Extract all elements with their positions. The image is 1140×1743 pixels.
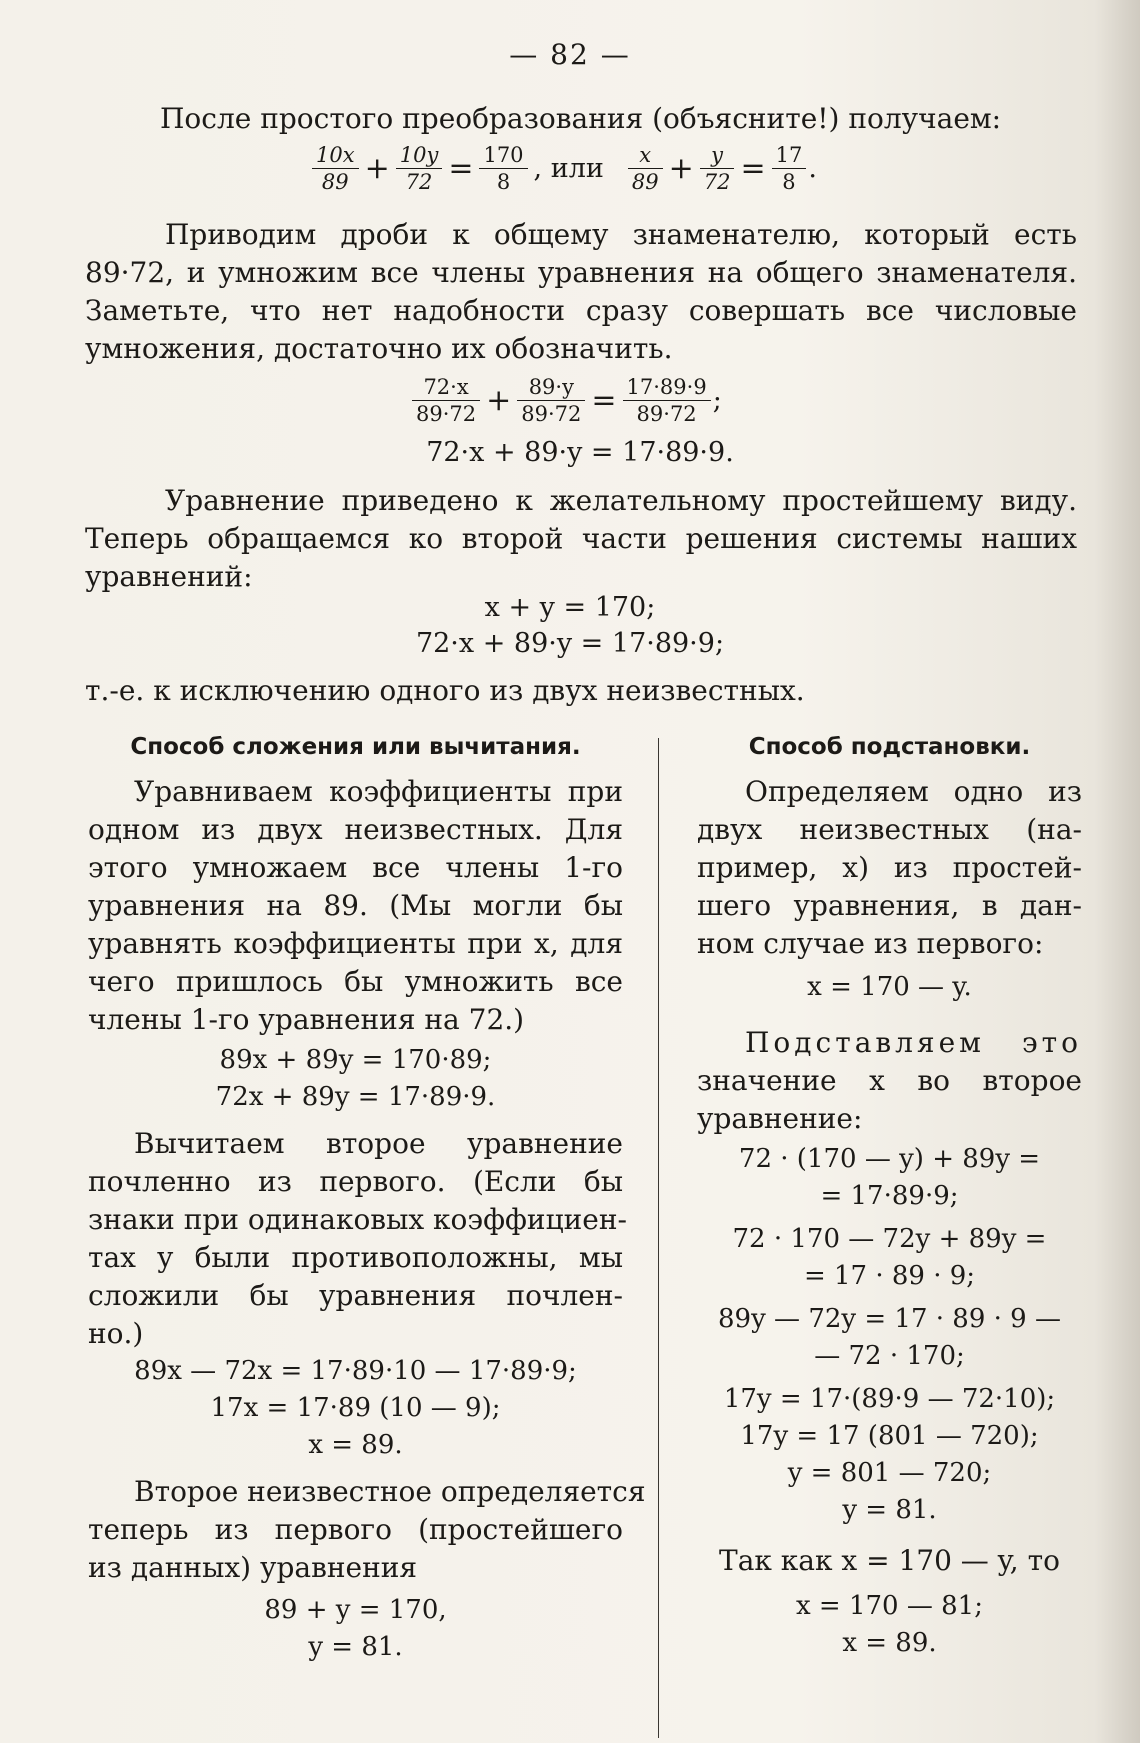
system-equation-2: 72·x + 89·y = 17·89·9;	[415, 628, 725, 659]
fraction-equation-1: $\frac{10x}{89}$ + $\frac{10y}{72}$ = $\frac{170}{8}$ , или $\frac{x}{89}$ + $\frac{y}{72}$ = $\frac{17}{8}$ .	[310, 142, 870, 195]
right-paragraph-1: Определяем одно из двух неизвестных (на- пример, x) из простей- шего уравнения, в дан- ном случае из первого:	[697, 775, 1082, 960]
fraction: $\frac{89\cdot y}{89\cdot 72}$	[517, 374, 585, 427]
system-equation-1: x + y = 170;	[484, 592, 656, 623]
right-equations: 72 · (170 — y) + 89y = = 17·89·9; 72 · 170 — 72y + 89y = = 17 · 89 · 9; 89y — 72y = 17 · 89 · 9 — — 72 · 170; 17y = 17·(89·9 — 72·10); 17y = 17 (801 — 720); y = 801 — 720; y = 81.	[718, 1144, 1061, 1525]
fraction: $\frac{17}{8}$	[772, 142, 807, 195]
fraction: $\frac{170}{8}$	[479, 142, 527, 195]
left-paragraph-3: Второе неизвестное определяется теперь из первого (простейшего из данных) уравнения	[88, 1475, 646, 1584]
fraction: $\frac{72\cdot x}{89\cdot 72}$	[412, 374, 480, 427]
paragraph-elimination: т.-е. к исключению одного из двух неизвестных.	[85, 674, 805, 707]
paragraph-common-denominator: Приводим дроби к общему знаменателю, который есть 89·72, и умножим все члены уравнения на общего знаменателя. Заметьте, что нет надобности сразу совершать все числовые умножения, достаточно их обозначить.	[85, 218, 1077, 365]
page-number: — 82 —	[509, 38, 631, 71]
fraction: $\frac{y}{72}$	[700, 142, 735, 195]
fraction-equation-2: $\frac{72\cdot x}{89\cdot 72}$ + $\frac{89\cdot y}{89\cdot 72}$ = $\frac{17\cdot 89\cdot 9}{89\cdot 72}$ ;	[410, 374, 810, 427]
left-equations-a: 89x + 89y = 170·89; 72x + 89y = 17·89·9.	[215, 1045, 496, 1112]
fraction: $\frac{10x}{89}$	[312, 142, 359, 195]
fraction: $\frac{x}{89}$	[628, 142, 663, 195]
equation-line: 72·x + 89·y = 17·89·9.	[426, 437, 734, 468]
column-divider	[658, 738, 659, 1738]
right-column-heading: Способ подстановки.	[748, 734, 1031, 760]
fraction: $\frac{10y}{72}$	[396, 142, 443, 195]
right-equation-a: x = 170 — y.	[807, 972, 972, 1002]
left-column-heading: Способ сложения или вычитания.	[130, 734, 581, 760]
intro-text: После простого преобразования (объясните!) получаем:	[160, 102, 1002, 135]
left-paragraph-1: Уравниваем коэффициенты при одном из двух неизвестных. Для этого умножаем все члены 1-го уравнения на 89. (Мы могли бы уравнять коэффициенты при x, для чего пришлось бы умножить все члены 1-го уравнения на 72.)	[88, 775, 623, 1036]
paragraph-simplest-form: Уравнение приведено к желательному простейшему виду. Теперь обращаемся ко второй части решения системы наших уравнений:	[85, 484, 1077, 593]
left-equations-c: 89 + y = 170, y = 81.	[264, 1595, 447, 1662]
left-equations-b: 89x — 72x = 17·89·10 — 17·89·9; 17x = 17·89 (10 — 9); x = 89.	[134, 1356, 577, 1460]
left-paragraph-2: Вычитаем второе уравнение почленно из первого. (Если бы знаки при одинаковых коэффициен- тах y были противоположны, мы сложили бы уравнения почлен- но.)	[88, 1127, 627, 1350]
right-final-equations: x = 170 — 81; x = 89.	[796, 1591, 983, 1658]
right-paragraph-3: Так как x = 170 — y, то	[719, 1544, 1060, 1577]
right-paragraph-2: Подставляем это значение x во второе уравнение:	[697, 1026, 1082, 1135]
fraction: $\frac{17\cdot 89\cdot 9}{89\cdot 72}$	[623, 374, 711, 427]
